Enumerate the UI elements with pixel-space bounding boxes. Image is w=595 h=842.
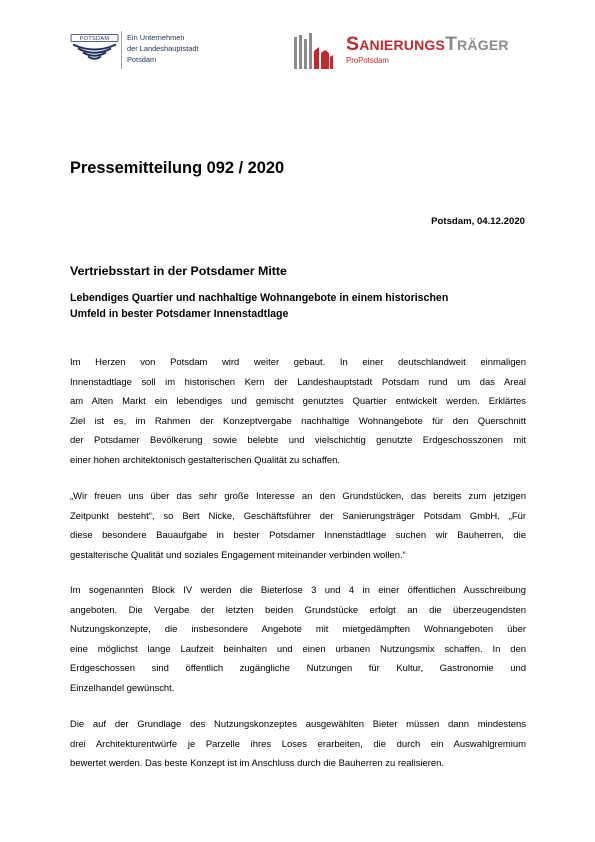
paragraph-line: „Wir freuen uns über das sehr große Interesse an den Grundstücken, das bereits zum jetzigen	[70, 491, 526, 502]
paragraph-line: angeboten. Die Vergabe der letzten beiden Grundstücke erfolgt an die überzeugendsten	[70, 604, 526, 616]
body-paragraph-2	[70, 487, 526, 565]
body-paragraph-4	[70, 715, 526, 774]
body-paragraph-1	[70, 353, 526, 470]
potsdam-tagline-line: Ein Unternehmen	[127, 33, 185, 42]
paragraph-line: gestalterische Qualität und soziales Engagement miteinander verbinden wollen.“	[70, 549, 406, 561]
logo-divider	[121, 31, 122, 69]
paragraph-line: drei Architekturentwürfe je Parzelle ihres Loses erarbeiten, die durch ein Auswahlgremium	[70, 738, 526, 750]
sanierungstraeger-wordmark	[346, 32, 509, 56]
paragraph-line: Ziel ist es, im Rahmen der Konzeptvergabe nachhaltige Wohnangebote für den Querschnitt	[70, 415, 526, 427]
subheadline	[70, 290, 526, 322]
potsdam-tagline-line: Potsdam	[127, 55, 157, 64]
paragraph-line: bewertet werden. Das beste Konzept ist im Anschluss durch die Bauherren zu realisieren.	[70, 758, 445, 769]
paragraph-line: einer hohen architektonisch gestalterischen Qualität zu schaffen.	[70, 454, 341, 466]
potsdam-tagline	[127, 32, 199, 65]
paragraph-line: Erdgeschossen sind öffentlich zugängliche Nutzungen für Kultur, Gastronomie und	[70, 663, 526, 674]
potsdam-tagline-line: der Landeshauptstadt	[127, 44, 199, 53]
paragraph-line: der Potsdamer Bevölkerung sowie belebte und vielschichtig genutzte Erdgeschosszonen mit	[70, 435, 526, 446]
paragraph-line: Nutzungskonzepte, die insbesondere Angebote mit mietgedämpften Wohnangeboten über	[70, 624, 526, 635]
place-and-date: Potsdam, 04.12.2020	[431, 216, 525, 227]
paragraph-line: am Alten Markt ein lebendiges und gemischt genutztes Quartier entwickelt werden. Erklärtes	[70, 396, 526, 407]
paragraph-line: Im Herzen von Potsdam wird weiter gebaut. In einer deutschlandweit einmaligen	[70, 357, 526, 368]
paragraph-line: Innenstadtlage soll im historischen Kern der Landeshauptstadt Potsdam rund um das Areal	[70, 376, 526, 388]
paragraph-line: Im sogenannten Block IV werden die Bieterlose 3 und 4 in einer öffentlichen Ausschreibung	[70, 585, 526, 596]
brand-part-2: Träger	[445, 33, 509, 55]
sanierungstraeger-logo-mark	[294, 33, 334, 71]
paragraph-line: Die auf der Grundlage des Nutzungskonzeptes ausgewählten Bieter müssen dann mindestens	[70, 719, 526, 730]
paragraph-line: diese besondere Bauaufgabe in bester Potsdamer Innenstadtlage suchen wir Bauherren, die	[70, 530, 526, 541]
potsdam-logo	[70, 34, 120, 64]
paragraph-line: Zeitpunkt besteht“, so Bert Nicke, Geschäftsführer der Sanierungsträger Potsdam GmbH. „Für	[70, 510, 526, 522]
body-paragraph-3	[70, 581, 526, 698]
subheadline-line: Umfeld in bester Potsdamer Innenstadtlage	[70, 308, 289, 320]
paragraph-line: Einzelhandel gewünscht.	[70, 682, 175, 694]
potsdam-logo-wordmark: POTSDAM	[79, 36, 110, 42]
brand-part-1: Sanierungs	[346, 33, 446, 55]
press-release-title: Pressemitteilung 092 / 2020	[70, 159, 285, 177]
sanierungstraeger-subtitle: ProPotsdam	[346, 56, 389, 65]
subheadline-line: Lebendiges Quartier und nachhaltige Wohnangebote in einem historischen	[70, 292, 449, 304]
paragraph-line: eine möglichst lange Laufzeit beinhalten und einen urbanen Nutzungsmix schaffen. In den	[70, 643, 526, 655]
headline: Vertriebsstart in der Potsdamer Mitte	[70, 264, 287, 278]
